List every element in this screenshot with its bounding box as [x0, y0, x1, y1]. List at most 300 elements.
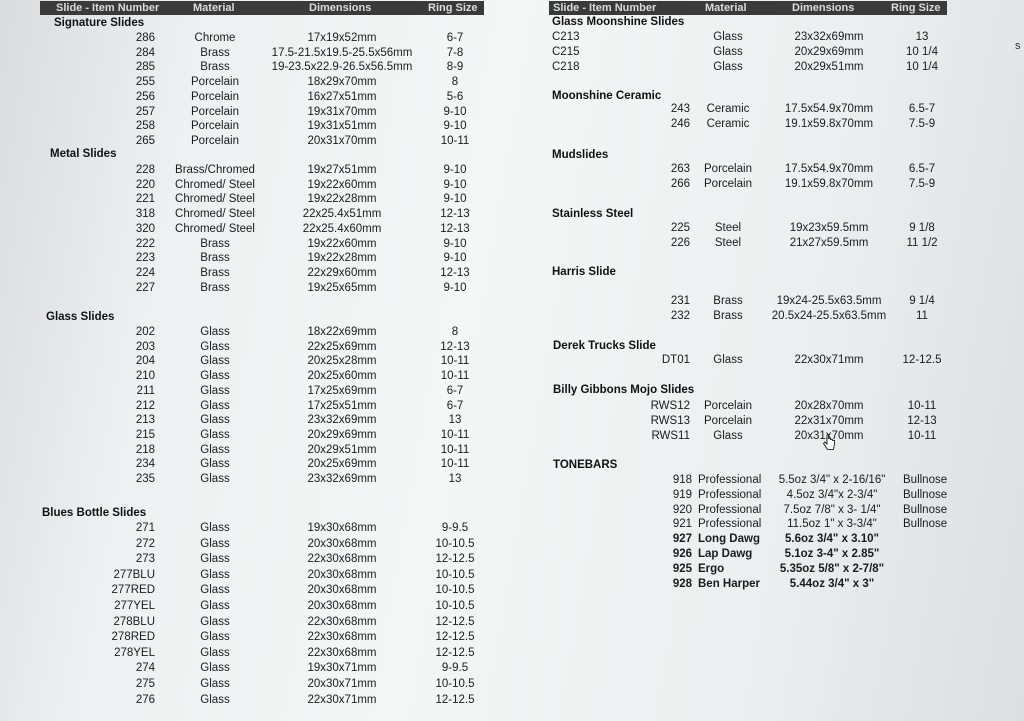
item-number: 221: [135, 193, 155, 206]
ring-size: 6.5-7: [908, 103, 936, 115]
item-number: 927: [672, 533, 692, 546]
ring-size: 12-13: [907, 414, 937, 427]
dimensions: 17x25x51mm: [307, 399, 377, 412]
table-row: [0, 429, 1024, 444]
header-ring-size: Ring Size: [428, 2, 478, 14]
dimensions: 20x30x68mm: [307, 537, 377, 550]
ring-size: 12-12.5: [435, 693, 475, 706]
dimensions: 19x30x68mm: [307, 522, 377, 534]
item-number: C218: [552, 60, 580, 73]
item-number: 228: [135, 164, 155, 176]
dimensions: 7.5oz 7/8" x 3- 1/4": [783, 503, 881, 516]
table-row: [0, 353, 1024, 368]
dimensions: 20x25x28mm: [307, 355, 377, 368]
ring-size: 11: [916, 309, 928, 322]
ring-size: 12-13: [440, 266, 470, 279]
ring-size: 7.5-9: [908, 117, 936, 130]
ring-size: 8-9: [446, 61, 464, 74]
material: Brass/Chromed: [175, 164, 255, 176]
dimensions: 22x25.4x60mm: [302, 222, 382, 235]
material: Chromed/ Steel: [175, 222, 255, 235]
item-number: 266: [670, 177, 690, 190]
item-number: 243: [670, 103, 690, 115]
ring-size: 10-10.5: [435, 568, 475, 581]
material: Glass: [713, 60, 743, 73]
material: Porcelain: [191, 105, 239, 118]
dimensions: 22x25x69mm: [307, 340, 377, 353]
dimensions: 22x30x71mm: [794, 354, 864, 366]
ring-size: 13: [448, 414, 462, 427]
dimensions: 23x32x69mm: [794, 31, 864, 43]
dimensions: 23x32x69mm: [307, 473, 377, 485]
material: Glass: [200, 443, 230, 456]
material: Glass: [200, 414, 230, 427]
item-number: 277RED: [111, 584, 155, 597]
ring-size: 9-9.5: [441, 662, 469, 675]
item-number: 226: [670, 236, 690, 249]
dimensions: 20x25x60mm: [307, 370, 377, 383]
table-row: [0, 457, 1024, 472]
dimensions: 19x27x51mm: [307, 164, 377, 176]
table-row: [0, 488, 1024, 503]
material: Glass: [200, 326, 230, 338]
item-number: 203: [135, 340, 155, 353]
dimensions: 19x24-25.5x63.5mm: [776, 295, 882, 307]
material: Glass: [200, 473, 230, 485]
item-number: 235: [135, 473, 155, 485]
dimensions: 20x29x51mm: [307, 443, 377, 456]
item-number: 210: [135, 370, 155, 383]
item-number: 234: [135, 458, 155, 471]
material: Ergo: [698, 562, 725, 575]
dimensions: 5.5oz 3/4" x 2-16/16": [778, 474, 886, 486]
item-number: 232: [670, 309, 690, 322]
item-number: 272: [135, 537, 155, 550]
item-number: 919: [672, 488, 692, 501]
item-number: 921: [672, 518, 692, 531]
dimensions: 19x31x70mm: [307, 105, 377, 118]
material: Porcelain: [191, 134, 239, 147]
material: Chromed/ Steel: [175, 208, 255, 221]
item-number: 276: [135, 693, 155, 706]
dimensions: 23x32x69mm: [307, 414, 377, 427]
ring-size: 12-13: [440, 208, 470, 221]
ring-size: 13: [915, 31, 929, 43]
dimensions: 20x29x69mm: [307, 428, 377, 441]
dimensions: 17x25x69mm: [307, 384, 377, 397]
material: Porcelain: [191, 76, 239, 89]
item-number: 246: [670, 117, 690, 130]
ring-size: 12-12.5: [435, 553, 475, 566]
section-title: Stainless Steel: [552, 208, 634, 220]
item-number: 271: [135, 522, 155, 534]
ring-size: 9-10: [443, 164, 467, 176]
ring-size: 9-10: [443, 252, 467, 265]
material: Chromed/ Steel: [175, 193, 255, 206]
ring-size: 9-10: [443, 281, 467, 294]
material: Porcelain: [704, 400, 752, 412]
dimensions: 19x22x28mm: [307, 252, 377, 265]
dimensions: 20x30x68mm: [307, 568, 377, 581]
dimensions: 21x27x59.5mm: [789, 236, 869, 249]
mouse-pointer-icon: [822, 434, 836, 454]
section-title: Harris Slide: [552, 266, 616, 278]
dimensions: 22x30x68mm: [307, 631, 377, 644]
item-number: 320: [135, 222, 155, 235]
ring-size: 9-10: [443, 193, 467, 206]
section-title: Signature Slides: [54, 17, 145, 29]
dimensions: 19.1x59.8x70mm: [784, 117, 874, 130]
material: Glass: [200, 355, 230, 368]
dimensions: 19x31x51mm: [307, 120, 377, 133]
table-row: [0, 503, 1024, 518]
header-item: Slide - Item Number: [56, 2, 160, 14]
item-number: 223: [135, 252, 155, 265]
item-number: 318: [135, 208, 155, 221]
table-row: [0, 162, 1024, 177]
table-row: [0, 443, 1024, 458]
dimensions: 19x22x28mm: [307, 193, 377, 206]
dimensions: 17.5-21.5x19.5-25.5x56mm: [271, 46, 413, 59]
item-number: 227: [135, 281, 155, 294]
section-title: Blues Bottle Slides: [42, 507, 147, 519]
material: Glass: [200, 370, 230, 383]
item-number: RWS13: [650, 414, 690, 427]
item-number: 218: [135, 443, 155, 456]
material: Brass: [200, 266, 230, 279]
table-row: [0, 251, 1024, 266]
dimensions: 20x31x70mm: [307, 134, 377, 147]
dimensions: 22x29x60mm: [307, 266, 377, 279]
table-row: [0, 294, 1024, 309]
item-number: 212: [135, 399, 155, 412]
material: Professional: [698, 503, 762, 516]
material: Lap Dawg: [698, 548, 753, 560]
table-row: [0, 599, 1024, 614]
item-number: 277BLU: [113, 568, 155, 581]
table-row: [0, 630, 1024, 645]
ring-size: 10-11: [907, 429, 937, 442]
table-row: [0, 266, 1024, 281]
ring-size: 10-11: [907, 400, 937, 412]
ring-size: 12-13: [440, 340, 470, 353]
material: Ceramic: [706, 103, 750, 115]
table-row: [0, 532, 1024, 547]
section-title: Billy Gibbons Mojo Slides: [553, 384, 695, 396]
item-number: C215: [552, 45, 580, 58]
dimensions: 19.1x59.8x70mm: [784, 177, 874, 190]
ring-size: 10-11: [440, 458, 470, 471]
item-number: 278RED: [111, 631, 155, 644]
material: Glass: [200, 678, 230, 690]
ring-size: 10-10.5: [435, 600, 475, 612]
edge-text: s: [1015, 40, 1021, 52]
table-row: [0, 562, 1024, 577]
material: Porcelain: [191, 120, 239, 133]
ring-size: 6-7: [446, 384, 464, 397]
material: Glass: [200, 553, 230, 566]
item-number: 278YEL: [114, 646, 155, 659]
dimensions: 4.5oz 3/4"x 2-3/4": [786, 488, 878, 501]
table-row: [0, 117, 1024, 132]
table-row: [0, 615, 1024, 630]
item-number: 202: [135, 326, 155, 338]
dimensions: 19-23.5x22.9-26.5x56.5mm: [271, 61, 413, 74]
material: Glass: [713, 45, 743, 58]
table-row: [0, 473, 1024, 488]
material: Glass: [200, 568, 230, 581]
item-number: 277YEL: [114, 600, 155, 612]
item-number: 258: [135, 120, 155, 133]
ring-size: 8: [451, 76, 459, 89]
item-number: 204: [135, 355, 155, 368]
ring-size: 5-6: [446, 90, 464, 103]
dimensions: 19x22x60mm: [307, 237, 377, 250]
dimensions: 18x29x70mm: [307, 76, 377, 89]
material: Professional: [698, 488, 762, 501]
dimensions: 22x31x70mm: [794, 414, 864, 427]
table-row: [0, 677, 1024, 692]
dimensions: 5.1oz 3-4" x 2.85": [784, 548, 880, 560]
material: Glass: [200, 693, 230, 706]
ring-size: Bullnose: [903, 488, 948, 501]
ring-size: 6-7: [446, 32, 464, 44]
ring-size: 9-9.5: [441, 522, 469, 534]
item-number: C213: [552, 31, 580, 43]
header-material: Material: [193, 2, 235, 14]
section-title: Moonshine Ceramic: [552, 90, 662, 102]
ring-size: Bullnose: [903, 503, 948, 516]
table-row: [0, 102, 1024, 117]
material: Glass: [200, 662, 230, 675]
item-number: 286: [135, 32, 155, 44]
ring-size: 6-7: [446, 399, 464, 412]
ring-size: 9-10: [443, 178, 467, 191]
item-number: 225: [670, 222, 690, 234]
table-row: [0, 547, 1024, 562]
dimensions: 19x30x71mm: [307, 662, 377, 675]
ring-size: 12-12.5: [435, 615, 475, 628]
ring-size: 12-13: [440, 222, 470, 235]
header-ring-size: Ring Size: [891, 2, 941, 14]
right-table-header: [549, 1, 947, 15]
item-number: RWS11: [651, 429, 690, 442]
dimensions: 17.5x54.9x70mm: [784, 163, 874, 175]
dimensions: 20x29x69mm: [794, 45, 864, 58]
item-number: 918: [672, 474, 692, 486]
ring-size: 9-10: [443, 237, 467, 250]
section-title: Mudslides: [552, 149, 609, 161]
material: Brass: [713, 309, 743, 322]
table-row: [0, 207, 1024, 222]
material: Glass: [200, 428, 230, 441]
material: Brass: [200, 252, 230, 265]
material: Brass: [200, 237, 230, 250]
section-title: Derek Trucks Slide: [553, 340, 656, 352]
material: Porcelain: [191, 90, 239, 103]
material: Glass: [200, 399, 230, 412]
table-row: [0, 693, 1024, 708]
dimensions: 22x25.4x51mm: [302, 208, 382, 221]
material: Porcelain: [704, 177, 752, 190]
item-number: 275: [135, 678, 155, 690]
material: Brass: [200, 61, 230, 74]
table-row: [0, 236, 1024, 251]
header-dimensions: Dimensions: [309, 2, 372, 14]
header-dimensions: Dimensions: [792, 2, 855, 14]
item-number: 920: [672, 503, 692, 516]
material: Professional: [698, 474, 762, 486]
item-number: 285: [135, 61, 155, 74]
table-row: [0, 384, 1024, 399]
material: Steel: [714, 236, 742, 249]
material: Glass: [713, 354, 743, 366]
item-number: 274: [135, 662, 155, 675]
ring-size: 10-11: [440, 370, 470, 383]
material: Chrome: [194, 32, 236, 44]
material: Steel: [714, 222, 742, 234]
ring-size: 7-8: [446, 46, 464, 59]
material: Porcelain: [704, 414, 752, 427]
material: Glass: [200, 631, 230, 644]
material: Glass: [713, 429, 743, 442]
material: Long Dawg: [698, 533, 760, 546]
material: Brass: [200, 46, 230, 59]
item-number: 220: [135, 178, 155, 191]
material: Glass: [200, 615, 230, 628]
material: Glass: [200, 384, 230, 397]
table-row: [0, 134, 1024, 149]
ring-size: 10-10.5: [435, 678, 475, 690]
table-row: [0, 221, 1024, 236]
ring-size: 8: [451, 326, 459, 338]
ring-size: 11 1/2: [906, 236, 938, 249]
item-number: 284: [135, 46, 155, 59]
table-row: [0, 60, 1024, 75]
ring-size: 12-12.5: [435, 631, 475, 644]
ring-size: 10-11: [440, 355, 470, 368]
dimensions: 11.5oz 1" x 3-3/4": [787, 518, 877, 531]
table-row: [0, 75, 1024, 90]
ring-size: 10-11: [440, 134, 470, 147]
item-number: 928: [672, 577, 692, 590]
material: Glass: [200, 584, 230, 597]
ring-size: 10 1/4: [906, 45, 938, 58]
item-number: 265: [135, 134, 155, 147]
table-row: [0, 399, 1024, 414]
material: Ceramic: [706, 117, 750, 130]
item-number: 257: [135, 105, 155, 118]
item-number: 925: [672, 562, 692, 575]
item-number: 278BLU: [113, 615, 155, 628]
item-number: 213: [135, 414, 155, 427]
ring-size: 9 1/4: [909, 295, 935, 307]
item-number: 224: [135, 266, 155, 279]
section-title: Metal Slides: [50, 148, 117, 160]
dimensions: 5.44oz 3/4" x 3": [789, 577, 875, 590]
table-row: [0, 309, 1024, 324]
ring-size: 10-10.5: [435, 537, 475, 550]
item-number: RWS12: [650, 400, 690, 412]
material: Brass: [200, 281, 230, 294]
table-row: [0, 30, 1024, 45]
material: Glass: [200, 537, 230, 550]
material: Glass: [200, 600, 230, 612]
item-number: 263: [670, 163, 690, 175]
material: Glass: [713, 31, 743, 43]
ring-size: 12-12.5: [902, 354, 942, 366]
ring-size: 7.5-9: [908, 177, 936, 190]
dimensions: 17.5x54.9x70mm: [784, 103, 874, 115]
table-row: [0, 414, 1024, 429]
dimensions: 22x30x68mm: [307, 646, 377, 659]
item-number: 215: [135, 428, 155, 441]
dimensions: 20x30x68mm: [307, 584, 377, 597]
item-number: 926: [672, 548, 692, 560]
dimensions: 22x30x71mm: [307, 693, 377, 706]
table-row: [0, 517, 1024, 532]
item-number: 211: [136, 384, 155, 397]
material: Brass: [713, 295, 743, 307]
dimensions: 20x30x71mm: [307, 678, 377, 690]
table-row: [0, 192, 1024, 207]
dimensions: 5.6oz 3/4" x 3.10": [784, 533, 880, 546]
dimensions: 5.35oz 5/8" x 2-7/8": [779, 562, 885, 575]
table-row: [0, 646, 1024, 661]
table-row: [0, 661, 1024, 676]
dimensions: 16x27x51mm: [307, 90, 377, 103]
item-number: 222: [135, 237, 155, 250]
item-number: DT01: [661, 354, 690, 366]
ring-size: 9 1/8: [909, 222, 935, 234]
table-row: [0, 325, 1024, 340]
table-row: [0, 577, 1024, 592]
ring-size: 9-10: [443, 120, 467, 133]
table-row: [0, 177, 1024, 192]
ring-size: 13: [448, 473, 462, 485]
dimensions: 17x19x52mm: [307, 32, 377, 44]
dimensions: 19x25x65mm: [307, 281, 377, 294]
dimensions: 19x23x59.5mm: [789, 222, 869, 234]
material: Professional: [698, 518, 762, 531]
ring-size: 10-11: [440, 443, 470, 456]
ring-size: 10 1/4: [906, 60, 938, 73]
ring-size: 9-10: [443, 105, 467, 118]
material: Ben Harper: [698, 577, 760, 590]
dimensions: 20x31x70mm: [794, 429, 864, 442]
section-title: Glass Slides: [46, 311, 115, 323]
item-number: 256: [135, 90, 155, 103]
table-row: [0, 45, 1024, 60]
item-number: 255: [135, 76, 155, 89]
material: Glass: [200, 646, 230, 659]
dimensions: 20x25x69mm: [307, 458, 377, 471]
left-table-header: [40, 1, 484, 15]
item-number: 231: [670, 295, 690, 307]
material: Glass: [200, 522, 230, 534]
dimensions: 19x22x60mm: [307, 178, 377, 191]
dimensions: 22x30x68mm: [307, 615, 377, 628]
dimensions: 20x30x68mm: [307, 600, 377, 612]
dimensions: 20x28x70mm: [794, 400, 864, 412]
ring-size: 6.5-7: [908, 163, 936, 175]
material: Porcelain: [704, 163, 752, 175]
ring-size: Bullnose: [903, 518, 948, 531]
ring-size: 10-10.5: [435, 584, 475, 597]
material: Glass: [200, 458, 230, 471]
section-title: Glass Moonshine Slides: [552, 16, 685, 28]
ring-size: Bullnose: [903, 474, 948, 486]
